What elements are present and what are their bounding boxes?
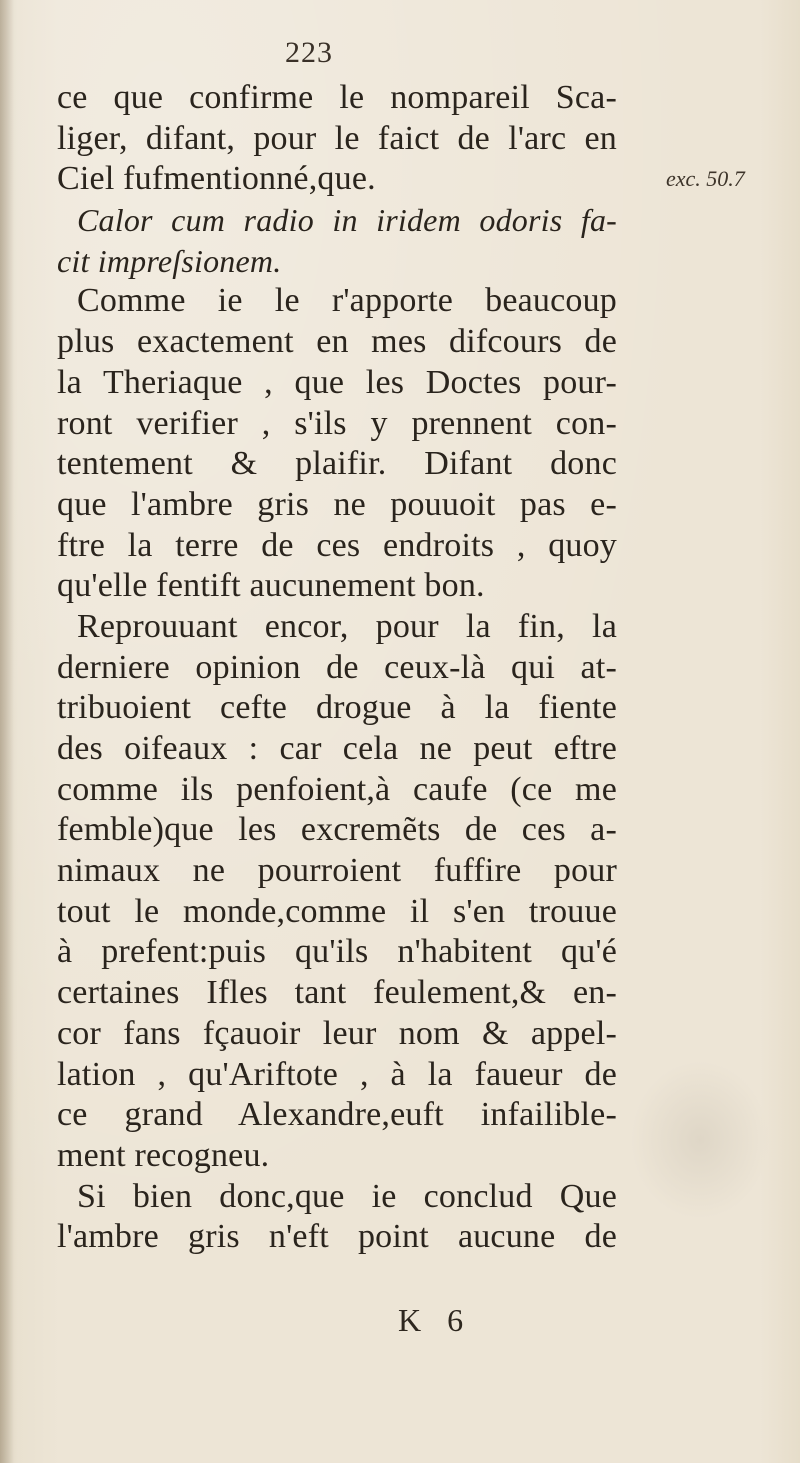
body-text [57, 78, 617, 1258]
text-line: derniere opinion de ceux-là qui at- [57, 648, 617, 686]
quotation-line: cit impreſsionem. [57, 242, 282, 279]
bleed-through-stain [630, 1060, 770, 1220]
text-line: des oifeaux : car cela ne peut eftre [57, 730, 617, 767]
gutter-shadow [0, 0, 14, 1463]
text-line: tout le monde,comme il s'en trouue [57, 892, 617, 930]
text-line: la Theriaque , que les Doctes pour- [57, 363, 617, 401]
text-line: ftre la terre de ces endroits , quoy [57, 526, 617, 564]
quotation-line: Calor cum radio in iridem odoris fa- [77, 202, 617, 239]
text-line: Si bien donc,que ie conclud Que [77, 1177, 617, 1215]
text-line: lation , qu'Ariftote , à la faueur de [57, 1055, 617, 1093]
text-line: femble)que les excremẽts de ces a- [57, 811, 617, 849]
text-line: tentement & plaifir. Difant donc [57, 445, 617, 483]
text-line: cor fans fçauoir leur nom & appel- [57, 1014, 617, 1052]
text-line: tribuoient cefte drogue à la fiente [57, 689, 617, 727]
text-line: que l'ambre gris ne pouuoit pas e- [57, 485, 617, 523]
text-line: à prefent:puis qu'ils n'habitent qu'é [57, 933, 617, 971]
text-line: ment recogneu. [57, 1136, 270, 1174]
text-line: ront verifier , s'ils y prennent con- [57, 404, 617, 442]
text-line: l'ambre gris n'eft point aucune de [57, 1218, 617, 1256]
text-line: Ciel fufmentionné,que. [57, 160, 376, 198]
text-line: qu'elle fentift aucunement bon. [57, 567, 485, 605]
text-line: ce que confirme le nompareil Sca- [57, 79, 617, 116]
signature-mark: K 6 [398, 1302, 464, 1338]
text-line: ce grand Alexandre,euft infailible- [57, 1096, 617, 1134]
text-line: Reprouuant encor, pour la fin, la [77, 607, 617, 645]
text-line: certaines Ifles tant feulement,& en- [57, 974, 617, 1012]
text-line: nimaux ne pourroient fuffire pour [57, 852, 617, 890]
text-line: Comme ie le r'apporte beaucoup [77, 282, 617, 320]
text-line: liger, difant, pour le faict de l'arc en [57, 119, 617, 157]
page-number: 223 [285, 36, 333, 69]
text-line: comme ils penfoient,à caufe (ce me [57, 770, 617, 808]
marginal-note: exc. 50.7 [666, 166, 745, 191]
text-line: plus exactement en mes difcours de [57, 323, 617, 361]
